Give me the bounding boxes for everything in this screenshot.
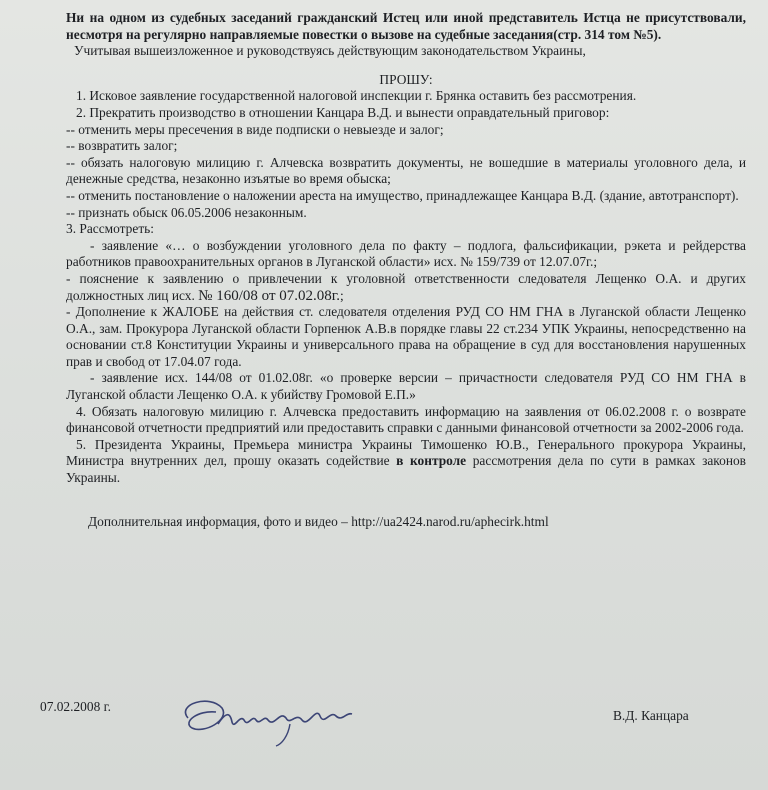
request-item-2b: -- возвратить залог; xyxy=(66,138,178,154)
request-item-3d: - заявление исх. 144/08 от 01.02.08г. «о проверке версии – причастности следователя РУД СО НМ ГНА в Луганской области Лещенко О.А. к убийству Громовой Е.П.» xyxy=(66,370,746,403)
request-item-2e: -- признать обыск 06.05.2006 незаконным. xyxy=(66,204,307,220)
request-item-2c: -- обязать налоговую милицию г. Алчевска возвратить документы, не вошедшие в материалы уголовного дела, и денежные средства, незаконно изъятые во время обыска; xyxy=(66,154,746,187)
request-heading: ПРОШУ: xyxy=(379,71,433,87)
item-5-bold: в контроле xyxy=(396,453,467,469)
request-item-3: 3. Рассмотреть: xyxy=(66,221,154,237)
signer-name: В.Д. Канцара xyxy=(613,708,689,723)
intro-bold-paragraph: Ни на одном из судебных заседаний гражданский Истец или иной представитель Истца не присутствовали, несмотря на регулярно направляемые повестки о вызове на судебные заседания(стр. 314 том №5). xyxy=(66,10,746,42)
request-item-3b xyxy=(66,271,746,304)
additional-info: Дополнительная информация, фото и видео – http://ua2424.narod.ru/aphecirk.html xyxy=(88,513,549,529)
request-item-5 xyxy=(66,437,746,487)
document-date: 07.02.2008 г. xyxy=(40,699,111,714)
item-3b-number: № 160/08 от 07.02.08г. xyxy=(198,287,340,304)
request-item-1: 1. Исковое заявление государственной налоговой инспекции г. Брянка оставить без рассмотрения. xyxy=(76,88,637,104)
request-item-3c: - Дополнение к ЖАЛОБЕ на действия ст. следователя отделения РУД СО НМ ГНА в Луганской области Лещенко О.А., зам. Прокурора Луганской области Горпенюк А.В.в порядке главы 22 ст.234 УПК Украины, непосредственно на основании ст.8 Конституции Украины и универсального права на обращение в суд для восстановления нарушенных прав и свобод от 17.04.07 года. xyxy=(66,304,746,369)
considering-paragraph: Учитывая вышеизложенное и руководствуясь действующим законодательством Украины, xyxy=(74,43,586,59)
request-item-2: 2. Прекратить производство в отношении Канцара В.Д. и вынести оправдательный приговор: xyxy=(76,104,610,120)
request-item-4: 4. Обязать налоговую милицию г. Алчевска предоставить информацию на заявления от 06.02.2008 г. о возврате финансовой отчетности предприятий или предоставить справки с данными финансовой отчетности за 2002-2006 года. xyxy=(66,403,746,436)
signature-image xyxy=(170,690,380,750)
item-5-text: 5. Президента Украины, Премьера министра Украины Тимошенко Ю.В., Генерального прокурора Украины, Министра внутренних дел, прошу оказать содействие xyxy=(66,436,746,469)
request-item-3a: - заявление «… о возбуждении уголовного дела по факту – подлога, фальсификации, рэкета и рейдерства работников правоохранительных органов в Луганской области» исх. № 159/739 от 12.07.07г.; xyxy=(66,237,746,270)
item-3b-text: - пояснение к заявлению о привлечении к уголовной ответственности следователя Лещенко О.А. и других должностных лиц исх. xyxy=(66,270,746,303)
request-item-2d: -- отменить постановление о наложении ареста на имущество, принадлежащее Канцара В.Д. (здание, автотранспорт). xyxy=(66,187,739,203)
request-item-2a: -- отменить меры пресечения в виде подписки о невыезде и залог; xyxy=(66,121,444,137)
item-3b-end: ; xyxy=(339,287,344,303)
item-5-end: рассмотрения дела по сути в рамках законов Украины. xyxy=(66,453,747,486)
